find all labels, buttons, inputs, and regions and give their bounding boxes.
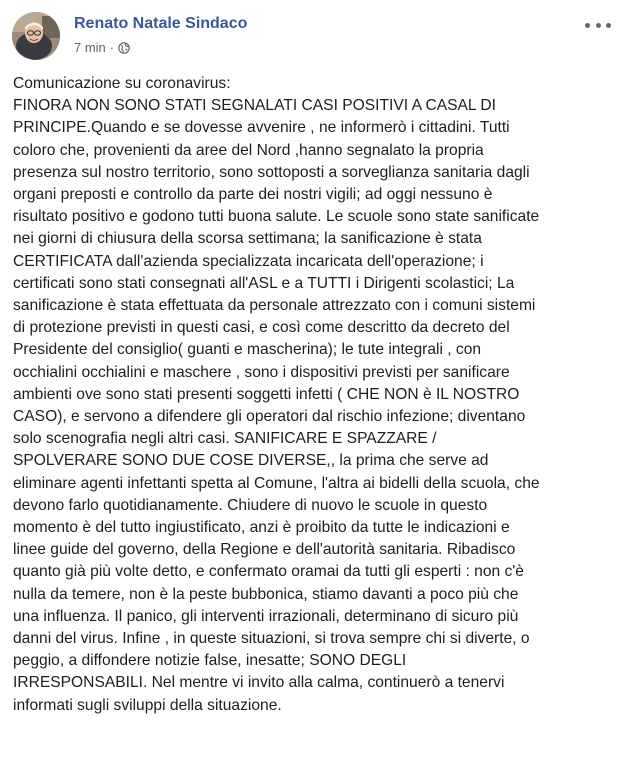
post-text-line: presenza sul nostro territorio, sono sottoposti a sorveglianza sanitaria dagli [13, 163, 530, 181]
more-dot [585, 23, 590, 28]
post-text-line: ambienti ove sono stati presenti soggetti infetti ( CHE NON è IL NOSTRO [13, 385, 520, 403]
post-text-line: linee guide del governo, della Regione e dell'autorità sanitaria. Ribadisco [13, 541, 516, 559]
post-header [12, 12, 611, 64]
post-text-line: Comunicazione su coronavirus: [13, 75, 231, 92]
post-text-line: quanto già più volte detto, e confermato oramai da tutti gli esperti : non c'è [13, 563, 524, 581]
more-dot [596, 23, 601, 28]
more-options-icon[interactable] [585, 18, 611, 32]
post-text-line: nulla da temere, non è la peste bubbonica, stiamo davanti a poco più che [13, 585, 519, 603]
post-meta [74, 40, 130, 55]
post-text-line: danni del virus. Infine , in queste situazioni, si trova sempre chi si diverte, o [13, 630, 530, 648]
post-text-line: CERTIFICATA dall'azienda specializzata incaricata dell'operazione; i [13, 252, 484, 270]
post-text-line: sanificazione è stata effettuata da personale attrezzato con i comuni sistemi [13, 297, 536, 315]
post-text-line: coloro che, provenienti da aree del Nord ,hanno segnalato la propria [13, 141, 484, 159]
post-text-line: una influenza. Il panico, gli interventi irrazionali, determinano di sicuro più [13, 607, 519, 625]
post-text-line: Presidente del consiglio( guanti e mascherina); le tute integrali , con [13, 341, 482, 359]
post-text-line: peggio, a diffondere notizie false, inesatte; SONO DEGLI [13, 652, 407, 670]
post-text-line: nei giorni di chiusura della scorsa settimana; la sanificazione è stata [13, 230, 482, 248]
post-text-line: CASO), e servono a difendere gli operatori dal rischio infezione; diventano [13, 408, 526, 426]
avatar-photo-icon [12, 12, 60, 60]
post-text-line: eliminare agenti infettanti spetta al Comune, l'altra ai bidelli della scuola, che [13, 474, 540, 492]
post-text-line: devono farlo quotidianamente. Chiudere di nuovo le scuole in questo [13, 496, 488, 514]
author-name[interactable]: Renato Natale Sindaco [74, 15, 248, 32]
post-text-line: solo scenografia negli altri casi. SANIFICARE E SPAZZARE / [13, 430, 437, 448]
post-body [13, 73, 610, 717]
post-text-line: organi preposti e controllo da parte dei nostri vigili; ad oggi nessuno è [13, 186, 493, 204]
post-text-line: certificati sono stati consegnati all'ASL e a TUTTI i Dirigenti scolastici; La [13, 274, 515, 292]
post-text-line: PRINCIPE.Quando e se dovesse avvenire , ne informerò i cittadini. Tutti [13, 119, 510, 137]
more-dot [606, 23, 611, 28]
post-text-line: FINORA NON SONO STATI SEGNALATI CASI POSITIVI A CASAL DI [13, 97, 496, 115]
post-text-line: momento è del tutto ingiustificato, anzi è proibito da tutte le indicazioni e [13, 519, 510, 537]
post-text-line: SPOLVERARE SONO DUE COSE DIVERSE,, la prima che serve ad [13, 452, 489, 470]
post-text-line: di protezione previsti in questi casi, e così come descritto da decreto del [13, 319, 510, 337]
post-timestamp[interactable]: 7 min [74, 40, 106, 55]
avatar[interactable] [12, 12, 60, 60]
post-text-line: risultato positivo e godono tutti buona salute. Le scuole sono state sanificate [13, 208, 540, 226]
meta-separator: · [109, 40, 115, 55]
post-text-line: informati sugli sviluppi della situazione. [13, 696, 282, 714]
globe-icon[interactable] [118, 42, 130, 54]
post-text-line: occhialini occhialini e maschere , sono i dispositivi previsti per sanificare [13, 363, 510, 381]
post-text-line: IRRESPONSABILI. Nel mentre vi invito alla calma, continuerò a tenervi [13, 674, 505, 692]
